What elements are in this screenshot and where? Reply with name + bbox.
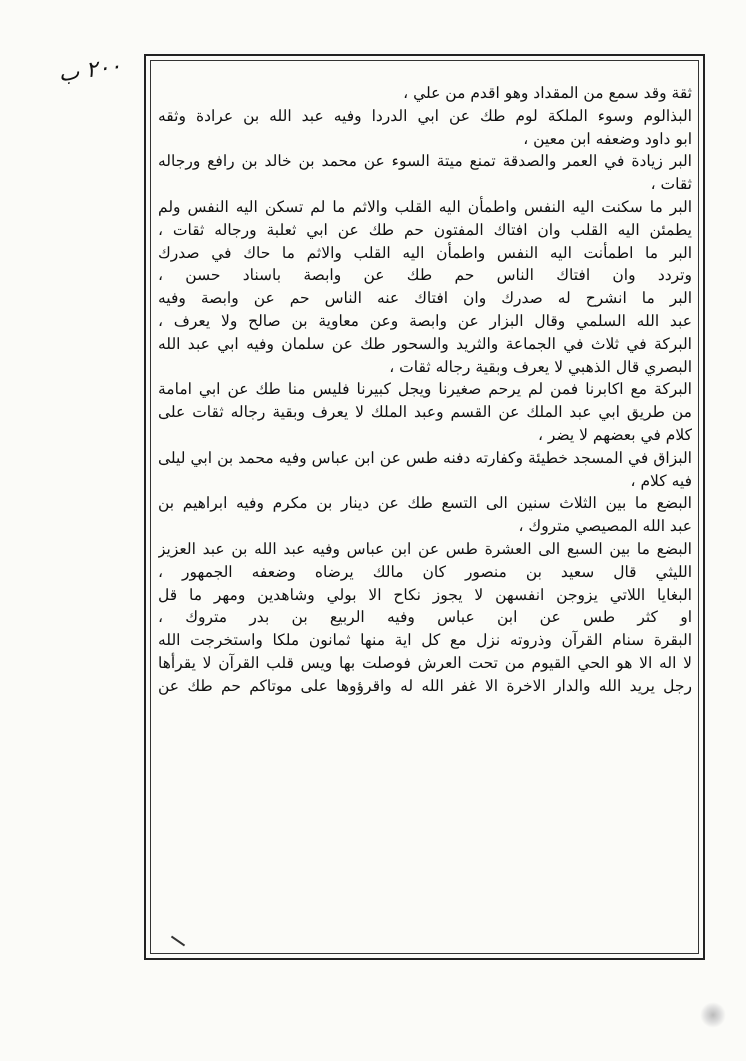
text-line: او كثر طس عن ابن عباس وفيه الربيع بن بدر متروك ،	[158, 608, 692, 627]
text-line: البر ما انشرح له صدرك وان افتاك عنه الناس حم عن وابصة وفيه	[158, 289, 692, 308]
text-line: كلام في بعضهم لا يضر ،	[537, 425, 692, 444]
text-line: البصري قال الذهبي لا يعرف وبقية رجاله ثقات ،	[389, 357, 692, 376]
text-line: البضع ما بين السبع الى العشرة طس عن ابن عباس وفيه عبد الله بن عبد العزيز	[158, 539, 692, 558]
text-line: ثقة وقد سمع من المقداد وهو اقدم من علي ،	[403, 84, 692, 102]
text-line: البذالوم وسوء الملكة لوم طك عن ابي الدردا وفيه عبد الله بن عرادة وثقه	[158, 106, 692, 125]
text-line: البر ما سكنت اليه النفس واطمأن اليه القلب والاثم ما لم تسكن اليه النفس ولم	[158, 197, 692, 216]
text-line: البضع ما بين الثلاث سنين الى التسع طك عن دينار بن مكرم وفيه ابراهيم بن	[158, 494, 692, 513]
manuscript-text-block	[158, 82, 692, 942]
paper-stain	[700, 1002, 726, 1028]
text-line: لا اله الا هو الحي القيوم من تحت العرش فوصلت بها ويس قلب القرآن لا يقرأها	[158, 653, 692, 672]
text-line: رجل يريد الله والدار الاخرة الا غفر الله له واقرؤوها على موتاكم حم طك عن	[158, 676, 692, 695]
text-line: البزاق في المسجد خطيئة وكفارته دفنه طس عن ابن عباس وفيه محمد بن ابي ليلى	[158, 448, 692, 467]
text-line: وتردد وان افتاك الناس حم طك عن وابصة باسناد حسن ،	[158, 266, 692, 285]
text-line: البغايا اللاتي يزوجن انفسهن لا يجوز نكاح الا بولي وشاهدين ومهر ما قل	[158, 585, 692, 604]
text-line: ابو داود وضعفه ابن معين ،	[523, 129, 692, 148]
text-line: البر زيادة في العمر والصدقة تمنع ميتة السوء عن محمد بن خالد بن رافع ورجاله	[158, 152, 692, 171]
text-line: البركة في ثلاث في الجماعة والثريد والسحور طك عن سلمان وفيه ابي عبد الله	[158, 334, 692, 353]
text-line: الليثي قال سعيد بن منصور كان مالك يرضاه وضعفه الجمهور ،	[158, 562, 692, 581]
text-line: البركة مع اكابرنا فمن لم يرحم صغيرنا ويجل كبيرنا فليس منا طك عن ابي امامة	[158, 380, 692, 399]
folio-number: ٢٠٠ ب	[56, 53, 123, 88]
text-line: ثقات ،	[650, 175, 692, 194]
text-line: البقرة سنام القرآن وذروته نزل مع كل اية منها ثمانون ملكا واستخرجت الله	[158, 631, 692, 650]
text-line: من طريق ابي عبد الملك عن القسم وعبد الملك لا يعرف وبقية رجاله ثقات على	[158, 403, 692, 422]
text-line: عبد الله السلمي وقال البزار عن وابصة وعن معاوية بن صالح ولا يعرف ،	[158, 311, 692, 330]
text-line: عبد الله المصيصي متروك ،	[518, 517, 692, 536]
text-line: البر ما اطمأنت اليه النفس واطمأن اليه القلب والاثم ما حاك في صدرك	[158, 243, 692, 262]
text-line: فيه كلام ،	[630, 471, 692, 490]
text-line: يطمئن اليه القلب وان افتاك المفتون حم طك عن ابي ثعلبة ورجاله ثقات ،	[158, 220, 692, 239]
